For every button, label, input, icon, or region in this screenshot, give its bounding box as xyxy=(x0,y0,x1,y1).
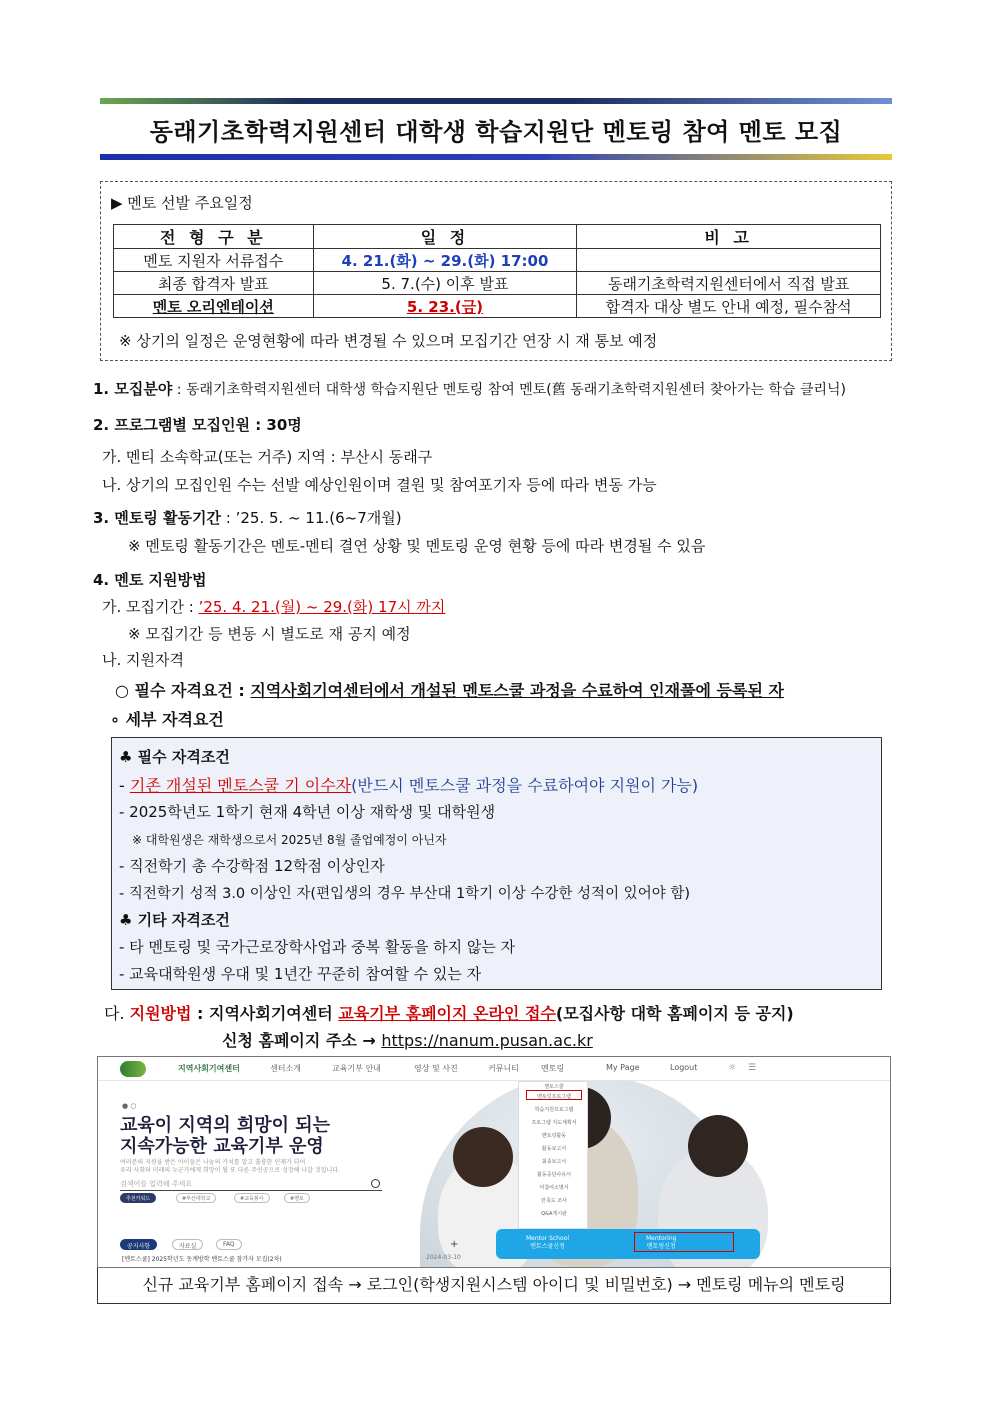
dropdown-item[interactable]: Q&A게시판 xyxy=(541,1211,567,1217)
section-2-a: 가. 멘티 소속학교(또는 거주) 지역 : 부산시 동래구 xyxy=(102,448,433,466)
row-note: 동래기초학력지원센터에서 직접 발표 xyxy=(577,272,881,295)
highlight-box xyxy=(526,1090,582,1100)
dropdown-item[interactable]: 멘토링활동 xyxy=(541,1133,567,1139)
hero-description-line: 우리 사회와 미래의 누군가에게 희망이 될 또 다른 주인공으로 성장해 나갈 것입니다. xyxy=(120,1167,340,1174)
nav-item[interactable]: 교육기부 안내 xyxy=(332,1064,381,1073)
nav-item[interactable]: 멘토링 xyxy=(541,1064,565,1073)
section-4-a-prefix: 가. 모집기간 : xyxy=(102,598,199,616)
section-1 xyxy=(93,378,846,399)
apply-url-label: 신청 홈페이지 주소 → xyxy=(222,1031,382,1050)
schedule-box xyxy=(100,181,892,361)
condition-rest: (반드시 멘토스쿨 과정을 수료하여야 지원이 가능) xyxy=(351,776,699,795)
row-date: 4. 21.(화) ~ 29.(화) 17:00 xyxy=(313,249,577,272)
apply-highlight: 교육기부 홈페이지 온라인 접수 xyxy=(338,1004,556,1023)
dropdown-item[interactable]: 만족도 조사 xyxy=(541,1198,567,1204)
apply-url-line xyxy=(222,1028,593,1051)
section-4-a xyxy=(102,596,445,617)
tab-resources[interactable]: 자료실 xyxy=(172,1239,203,1250)
row-date: 5. 7.(수) 이후 발표 xyxy=(313,272,577,295)
header-note: 비 고 xyxy=(577,225,881,249)
apply-prefix: 다. xyxy=(104,1004,130,1023)
apply-rest: (모집사항 대학 홈페이지 등 공지) xyxy=(555,1004,794,1023)
apply-url-link[interactable]: https://nanum.pusan.ac.kr xyxy=(381,1031,593,1050)
keyword-chip[interactable]: #부산대학교 xyxy=(176,1193,216,1203)
title-bottom-bar xyxy=(100,154,892,160)
row-date: 5. 23.(금) xyxy=(313,295,577,318)
row-note: 합격자 대상 별도 안내 예정, 필수참석 xyxy=(577,295,881,318)
other-condition-2: - 교육대학원생 우대 및 1년간 꾸준히 참여할 수 있는 자 xyxy=(119,965,482,983)
page-title: 동래기초학력지원센터 대학생 학습지원단 멘토링 참여 멘토 모집 xyxy=(149,118,843,146)
section-2-label: 2. 프로그램별 모집인원 : 30명 xyxy=(93,416,302,434)
required-conditions-heading: ♣ 필수 자격조건 xyxy=(119,748,230,766)
title-top-bar xyxy=(100,98,892,104)
table-row xyxy=(114,295,881,318)
cta-bar xyxy=(496,1229,760,1259)
menu-icon[interactable]: ☰ xyxy=(748,1063,757,1073)
required-condition-4: - 직전학기 성적 3.0 이상인 자(편입생의 경우 부산대 1학기 이상 수강한 성적이 있어야 함) xyxy=(119,886,690,902)
site-logo-text: 지역사회기여센터 xyxy=(178,1064,240,1073)
qualification-box xyxy=(111,737,882,990)
cta-label: 멘토링신청 xyxy=(646,1243,676,1250)
dropdown-item[interactable]: 최종보고서 xyxy=(541,1159,567,1165)
dropdown-item[interactable]: 멘토스쿨 xyxy=(544,1084,564,1090)
other-condition-1: - 타 멘토링 및 국가근로장학사업과 중복 활동을 하지 않는 자 xyxy=(119,938,516,956)
row-type: 멘토 오리엔테이션 xyxy=(114,295,314,318)
search-placeholder: 검색어를 입력해 주세요 xyxy=(120,1180,193,1188)
required-condition-1 xyxy=(119,773,698,796)
mentoring-apply-button[interactable] xyxy=(646,1235,676,1251)
nav-item[interactable]: 센터소개 xyxy=(270,1064,301,1073)
dropdown-item[interactable]: 활동보고서 xyxy=(541,1146,567,1152)
required-condition-2-note: ※ 대학원생은 재학생으로서 2025년 8월 졸업예정이 아닌자 xyxy=(132,833,447,847)
hero-title-line: 교육이 지역의 희망이 되는 xyxy=(120,1115,331,1136)
section-2-b: 나. 상기의 모집인원 수는 선발 예상인원이며 결원 및 참여포기자 등에 따라 변동 가능 xyxy=(102,476,657,494)
section-3-label: 3. 멘토링 활동기간 xyxy=(93,509,222,527)
hero-description xyxy=(120,1159,340,1175)
required-qualification xyxy=(115,678,784,701)
search-icon[interactable] xyxy=(371,1179,380,1188)
section-4-label: 4. 멘토 지원방법 xyxy=(93,571,207,589)
required-qualification-text: 지역사회기여센터에서 개설된 멘토스쿨 과정을 수료하여 인재풀에 등록된 자 xyxy=(250,681,784,700)
dropdown-item[interactable]: 활동중단사유서 xyxy=(537,1172,571,1178)
site-nav xyxy=(98,1057,891,1081)
required-condition-2: - 2025학년도 1학기 현재 4학년 이상 재학생 및 대학원생 xyxy=(119,803,496,821)
logo-icon xyxy=(120,1061,146,1077)
apply-method xyxy=(104,1001,794,1024)
condition-highlight: 기존 개설된 멘토스쿨 기 이수자 xyxy=(129,776,352,795)
plus-icon[interactable]: + xyxy=(450,1239,459,1250)
section-1-text: : 동래기초학력지원센터 대학생 학습지원단 멘토링 참여 멘토(舊 동래기초학력지원센터 찾아가는 학습 클리닉) xyxy=(172,382,846,398)
required-qualification-prefix: ○ 필수 자격요건 : xyxy=(115,681,251,700)
section-3 xyxy=(93,507,402,528)
nav-item[interactable]: Logout xyxy=(670,1063,698,1072)
header-date: 일 정 xyxy=(313,225,577,249)
tab-notice[interactable]: 공지사항 xyxy=(120,1239,157,1250)
other-conditions-heading: ♣ 기타 자격조건 xyxy=(119,911,230,929)
student-figure xyxy=(688,1115,748,1177)
apply-colon: : 지역사회기여센터 xyxy=(191,1004,339,1023)
dropdown-item[interactable]: 학습지원프로그램 xyxy=(534,1107,574,1113)
cta-subtitle: Mentoring xyxy=(646,1235,677,1242)
settings-icon[interactable]: ☼ xyxy=(728,1063,737,1073)
section-1-label: 1. 모집분야 xyxy=(93,380,173,398)
hero-indicator: ● ○ xyxy=(122,1102,137,1110)
cta-subtitle: Mentor School xyxy=(526,1235,569,1242)
website-screenshot xyxy=(97,1056,891,1268)
section-4-b: 나. 지원자격 xyxy=(102,651,184,669)
schedule-heading: ▶ 멘토 선발 주요일정 xyxy=(111,194,253,212)
row-type: 멘토 지원자 서류접수 xyxy=(114,249,314,272)
section-3-text: : ’25. 5. ~ 11.(6~7개월) xyxy=(221,509,402,527)
hero-description-line: 여러분의 지원을 받은 아이들은 나눔의 가치를 알고 훌륭한 인재가 되어 xyxy=(120,1159,306,1166)
row-type: 최종 합격자 발표 xyxy=(114,272,314,295)
screenshot-caption: 신규 교육기부 홈페이지 접속 → 로그인(학생지원시스템 아이디 및 비밀번호) → 멘토링 메뉴의 멘토링 xyxy=(97,1268,891,1304)
keyword-chip[interactable]: 추천키워드 xyxy=(120,1193,156,1203)
cta-label: 멘토스쿨신청 xyxy=(530,1243,565,1250)
schedule-table xyxy=(113,224,881,318)
student-figure xyxy=(453,1127,513,1187)
apply-label: 지원방법 xyxy=(129,1004,192,1023)
hero-title xyxy=(120,1115,330,1157)
required-condition-3: - 직전학기 총 수강학점 12학점 이상인자 xyxy=(119,857,385,875)
section-3-note: ※ 멘토링 활동기간은 멘토-멘티 결연 상황 및 멘토링 운영 현황 등에 따라 변경될 수 있음 xyxy=(128,537,706,555)
mentoring-dropdown-menu xyxy=(518,1081,588,1229)
recruit-period: ’25. 4. 21.(월) ~ 29.(화) 17시 까지 xyxy=(198,598,446,616)
keyword-chip[interactable]: #교육봉사 xyxy=(234,1193,270,1203)
nav-item[interactable]: 영상 및 사진 xyxy=(414,1064,458,1073)
condition-dash: - xyxy=(119,776,130,795)
dropdown-item[interactable]: 미참여소명서 xyxy=(539,1185,569,1191)
table-row xyxy=(114,272,881,295)
notice-date: 2024-03-10 xyxy=(426,1254,461,1261)
mentor-school-button[interactable] xyxy=(526,1235,569,1251)
detail-qualification-heading: ∘ 세부 자격요건 xyxy=(110,710,224,729)
section-4-a-note: ※ 모집기간 등 변동 시 별도로 재 공지 예정 xyxy=(128,625,411,643)
dropdown-item[interactable]: 멘토링프로그램 xyxy=(537,1094,571,1100)
hero-title-line: 지속가능한 교육기부 운영 xyxy=(120,1136,324,1157)
table-row xyxy=(114,249,881,272)
table-header-row xyxy=(114,225,881,249)
schedule-footnote: ※ 상기의 일정은 운영현황에 따라 변경될 수 있으며 모집기간 연장 시 재 통보 예정 xyxy=(119,332,658,350)
dropdown-item[interactable]: 프로그램 지도계획서 xyxy=(531,1120,577,1126)
nav-item[interactable]: My Page xyxy=(606,1063,640,1072)
nav-item[interactable]: 커뮤니티 xyxy=(488,1064,519,1073)
notice-item[interactable]: [멘토스쿨] 2025학년도 동계방학 멘토스쿨 참가자 모집(2차) xyxy=(122,1256,282,1263)
keyword-chip[interactable]: #멘토 xyxy=(284,1193,310,1203)
tab-faq[interactable]: FAQ xyxy=(216,1239,242,1250)
site-search-input[interactable] xyxy=(120,1179,382,1191)
header-type: 전 형 구 분 xyxy=(114,225,314,249)
row-note xyxy=(577,249,881,272)
